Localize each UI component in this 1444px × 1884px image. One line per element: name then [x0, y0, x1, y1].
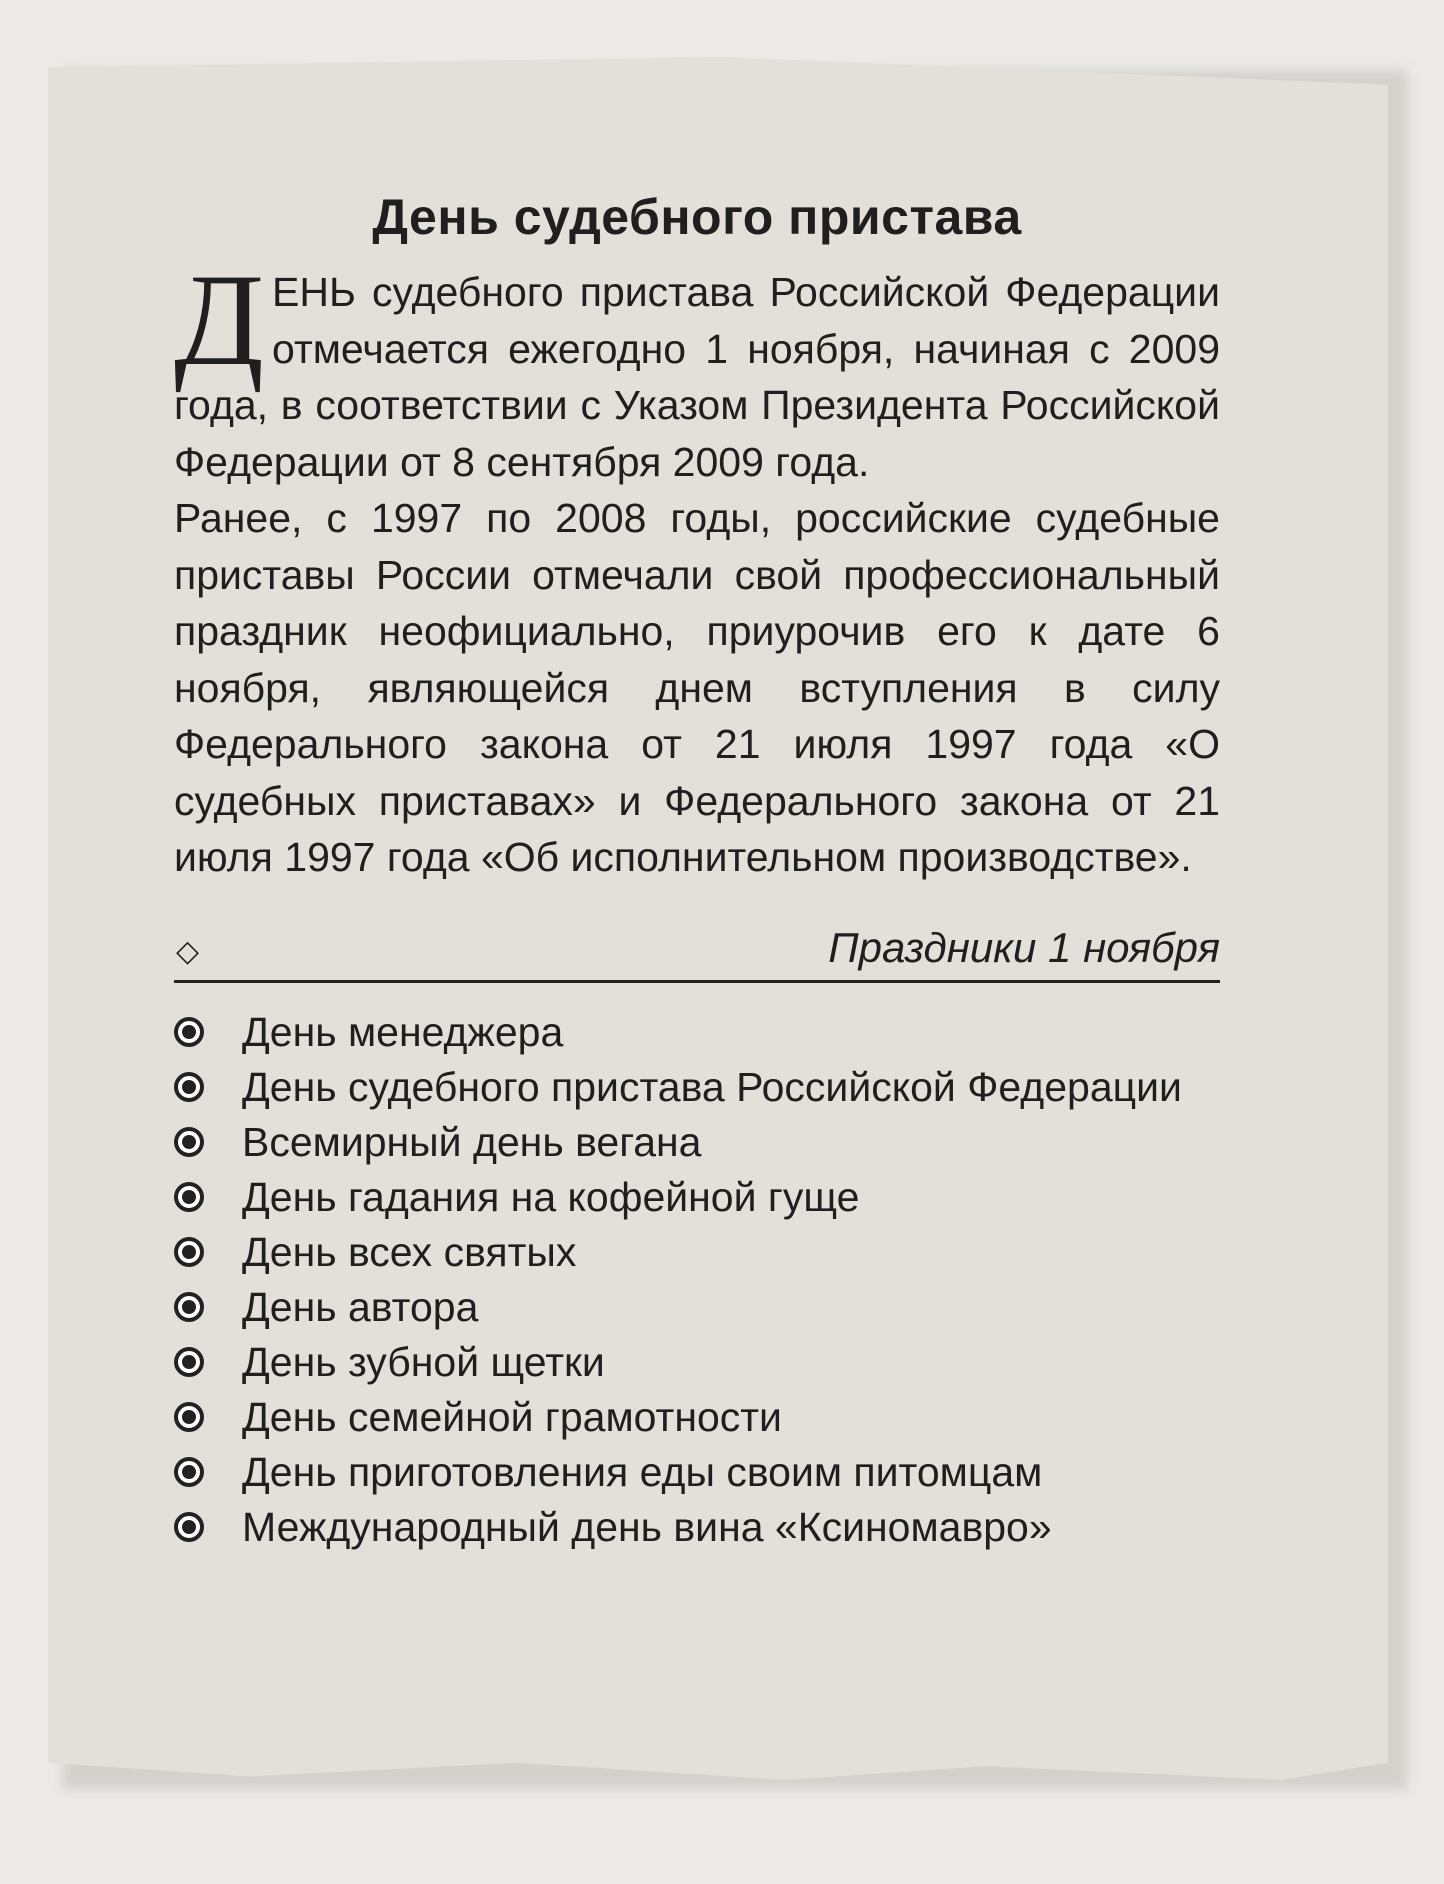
paragraph-1-text: ЕНЬ судебного пристава Российской Федерации отмечается ежегодно 1 ноября, начиная с 2009 года, в соответствии с Указом Президента Российской Федерации от 8 сентября 2009 года. — [174, 269, 1220, 485]
list-item — [174, 1445, 1220, 1500]
bullet-icon — [174, 1072, 204, 1102]
list-item-text: Всемирный день вегана — [242, 1118, 702, 1165]
bullet-icon — [174, 1347, 204, 1377]
bullet-icon — [174, 1512, 204, 1542]
list-item-text: День всех святых — [242, 1228, 577, 1275]
holidays-section-header — [174, 920, 1220, 983]
article-headline: День судебного пристава — [372, 189, 1022, 245]
list-item-text: Международный день вина «Ксиномавро» — [242, 1503, 1052, 1550]
article-paragraph-2: Ранее, с 1997 по 2008 годы, российские судебные приставы России отмечали свой профессиональный праздник неофициально, приурочив его к дате 6 ноября, являющейся днем вступления в силу Федерального закона от 21 июля 1997 года «О судебных приставах» и Федерального закона от 21 июля 1997 года «Об исполнительном производстве». — [174, 495, 1220, 880]
bullet-icon — [174, 1182, 204, 1212]
bullet-icon — [174, 1127, 204, 1157]
list-item-text: День судебного пристава Российской Федерации — [242, 1063, 1182, 1110]
diamond-icon: ◇ — [176, 934, 200, 968]
holidays-title: Праздники 1 ноября — [828, 923, 1220, 971]
list-item — [174, 1390, 1220, 1445]
bullet-icon — [174, 1017, 204, 1047]
article — [174, 188, 1220, 1555]
list-item — [174, 1115, 1220, 1170]
bullet-icon — [174, 1292, 204, 1322]
list-item-text: День приготовления еды своим питомцам — [242, 1448, 1043, 1495]
bullet-icon — [174, 1457, 204, 1487]
list-item-text: День зубной щетки — [242, 1338, 605, 1385]
article-paragraph-1 — [174, 246, 1220, 490]
list-item — [174, 1225, 1220, 1280]
list-item — [174, 1060, 1220, 1115]
list-item-text: День семейной грамотности — [242, 1393, 782, 1440]
bullet-icon — [174, 1237, 204, 1267]
drop-cap: Д — [174, 246, 265, 393]
list-item-text: День гадания на кофейной гуще — [242, 1173, 860, 1220]
list-item — [174, 1500, 1220, 1555]
bullet-icon — [174, 1402, 204, 1432]
list-item — [174, 1170, 1220, 1225]
list-item — [174, 1280, 1220, 1335]
list-item-text: День менеджера — [242, 1008, 564, 1055]
list-item-text: День автора — [242, 1283, 479, 1330]
holidays-list — [174, 1005, 1220, 1555]
list-item — [174, 1005, 1220, 1060]
list-item — [174, 1335, 1220, 1390]
